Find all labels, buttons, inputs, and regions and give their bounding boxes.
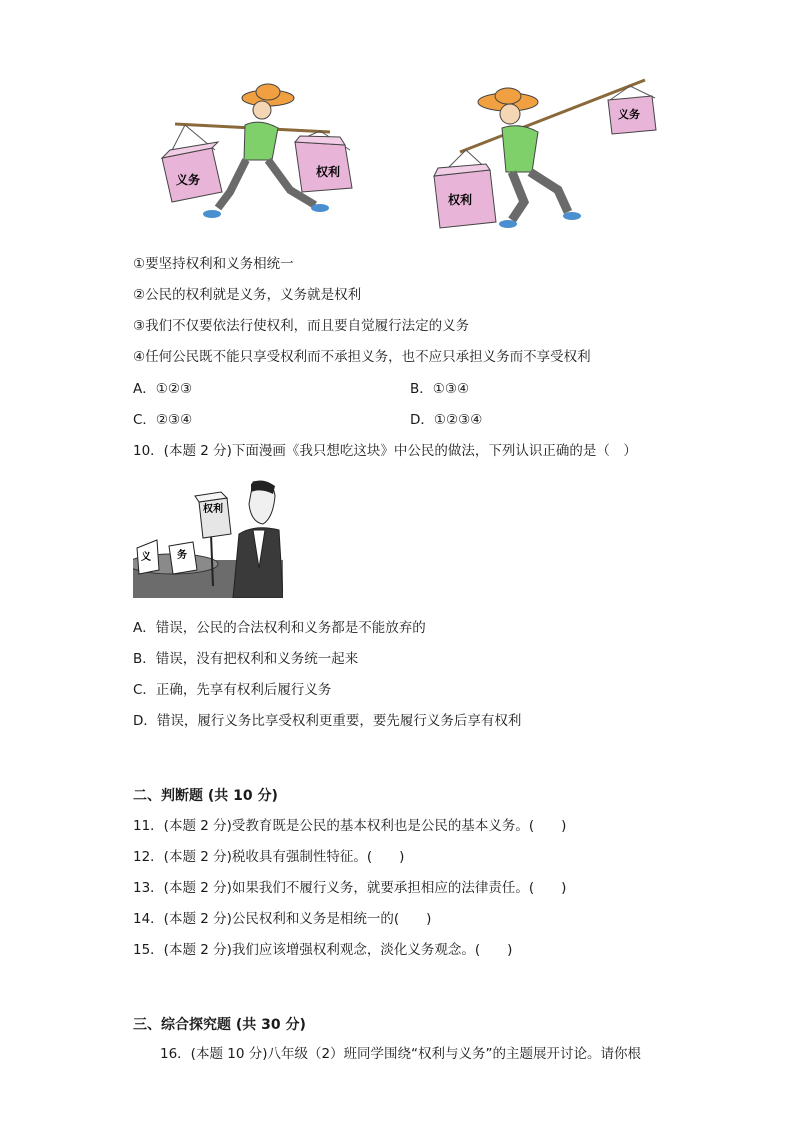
judge-item-13: 13．(本题 2 分)如果我们不履行义务，就要承担相应的法律责任。( ) [133,880,567,896]
cartoon-unbalanced-pole [420,72,660,237]
statement-4: ④任何公民既不能只享受权利而不承担义务，也不应只承担义务而不享受权利 [133,349,591,365]
q10-stem: 10．(本题 2 分)下面漫画《我只想吃这块》中公民的做法，下列认识正确的是（ ） [133,443,637,459]
low-box-label: 权利 [448,193,473,207]
q9-option-d[interactable]: D．①②③④ [410,412,483,428]
q9-option-c[interactable]: C．②③④ [133,412,193,428]
judge-item-12: 12．(本题 2 分)税收具有强制性特征。( ) [133,849,405,865]
statement-3: ③我们不仅要依法行使权利，而且要自觉履行法定的义务 [133,318,470,334]
q10-option-c[interactable]: C．正确，先享有权利后履行义务 [133,682,332,698]
fork-block-label: 权利 [203,504,223,515]
section3-title: 三、综合探究题 (共 30 分) [133,1017,306,1033]
plate-right-label: 务 [177,550,187,561]
q10-option-a[interactable]: A．错误，公民的合法权利和义务都是不能放弃的 [133,620,426,636]
left-box-label: 义务 [176,173,201,187]
q9-option-a[interactable]: A．①②③ [133,381,193,397]
q10-option-d[interactable]: D．错误，履行义务比享受权利更重要，要先履行义务后享有权利 [133,713,522,729]
judge-item-11: 11．(本题 2 分)受教育既是公民的基本权利也是公民的基本义务。( ) [133,818,567,834]
cartoon-eater [133,478,283,598]
judge-item-15: 15．(本题 2 分)我们应该增强权利观念，淡化义务观念。( ) [133,942,513,958]
q10-option-b[interactable]: B．错误，没有把权利和义务统一起来 [133,651,359,667]
q16-stem: 16．(本题 10 分)八年级（2）班同学围绕“权利与义务”的主题展开讨论。请你根 [160,1046,642,1062]
cartoon-balanced-pole [140,80,355,235]
high-box-label: 义务 [618,108,640,121]
q9-option-b[interactable]: B．①③④ [410,381,470,397]
section2-title: 二、判断题 (共 10 分) [133,788,278,804]
statement-2: ②公民的权利就是义务，义务就是权利 [133,287,362,303]
plate-left-label: 义 [141,552,151,563]
statement-1: ①要坚持权利和义务相统一 [133,256,294,272]
right-box-label: 权利 [316,165,341,179]
judge-item-14: 14．(本题 2 分)公民权利和义务是相统一的( ) [133,911,432,927]
